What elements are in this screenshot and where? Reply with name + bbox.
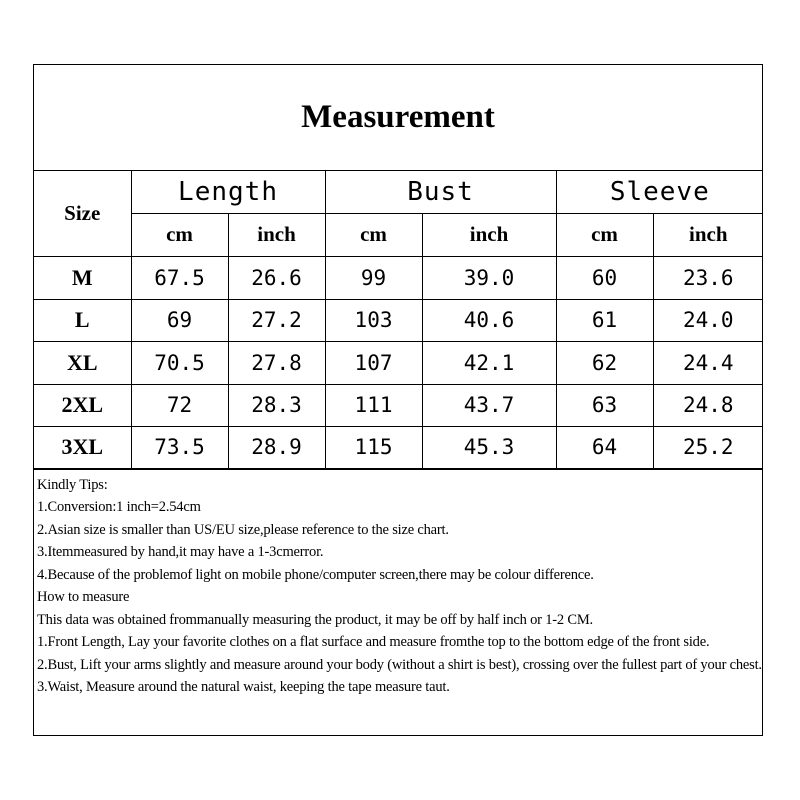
tips-line: 3.Itemmeasured by hand,it may have a 1-3cmerror. (37, 544, 324, 560)
bust-cm: 107 (325, 341, 422, 384)
tips-section (34, 469, 762, 699)
sleeve-header: Sleeve (556, 171, 763, 213)
unit-header: cm (325, 213, 422, 256)
unit-header: inch (653, 213, 763, 256)
length-cm: 69 (131, 299, 228, 341)
sleeve-cm: 61 (556, 299, 653, 341)
table-row (34, 256, 763, 299)
sleeve-inch: 24.4 (653, 341, 763, 384)
unit-header: inch (228, 213, 325, 256)
sleeve-inch: 25.2 (653, 426, 763, 468)
size-label: M (34, 256, 131, 299)
tips-line: Kindly Tips: (37, 476, 108, 493)
unit-header: inch (422, 213, 556, 256)
bust-inch: 43.7 (422, 384, 556, 426)
tips-line: 2.Bust, Lift your arms slightly and measure around your body (without a shirt is best), crossing over the fullest part of your chest. (37, 656, 762, 673)
tips-line: 3.Waist, Measure around the natural waist, keeping the tape measure taut. (37, 679, 450, 695)
bust-cm: 99 (325, 256, 422, 299)
tips-line: How to measure (37, 589, 130, 605)
size-label: L (34, 299, 131, 341)
length-header: Length (131, 171, 325, 213)
unit-header: cm (131, 213, 228, 256)
table-row (34, 299, 763, 341)
sleeve-cm: 60 (556, 256, 653, 299)
measurement-chart (33, 64, 763, 736)
size-label: 3XL (34, 426, 131, 468)
table-row (34, 384, 763, 426)
length-cm: 73.5 (131, 426, 228, 468)
title-box (34, 65, 762, 171)
size-table (34, 171, 763, 469)
bust-inch: 42.1 (422, 341, 556, 384)
tips-line: 2.Asian size is smaller than US/EU size,please reference to the size chart. (37, 521, 449, 538)
size-header: Size (34, 171, 131, 256)
size-label: 2XL (34, 384, 131, 426)
bust-inch: 39.0 (422, 256, 556, 299)
tips-line: This data was obtained frommanually measuring the product, it may be off by half inch or 1-2 CM. (37, 611, 593, 628)
length-cm: 67.5 (131, 256, 228, 299)
length-inch: 27.2 (228, 299, 325, 341)
tips-line: 1.Front Length, Lay your favorite clothes on a flat surface and measure fromthe top to the bottom edge of the front side. (37, 634, 710, 650)
unit-header: cm (556, 213, 653, 256)
sleeve-inch: 23.6 (653, 256, 763, 299)
sleeve-cm: 63 (556, 384, 653, 426)
length-cm: 70.5 (131, 341, 228, 384)
length-inch: 26.6 (228, 256, 325, 299)
sleeve-cm: 62 (556, 341, 653, 384)
bust-cm: 103 (325, 299, 422, 341)
bust-inch: 45.3 (422, 426, 556, 468)
unit-header-row (34, 213, 763, 256)
length-inch: 28.9 (228, 426, 325, 468)
table-row (34, 426, 763, 468)
tips-line: 1.Conversion:1 inch=2.54cm (37, 499, 201, 515)
tips-line: 4.Because of the problemof light on mobile phone/computer screen,there may be colour difference. (37, 566, 594, 583)
bust-cm: 115 (325, 426, 422, 468)
length-cm: 72 (131, 384, 228, 426)
bust-cm: 111 (325, 384, 422, 426)
group-header-row (34, 171, 763, 213)
size-label: XL (34, 341, 131, 384)
length-inch: 27.8 (228, 341, 325, 384)
sleeve-inch: 24.8 (653, 384, 763, 426)
sleeve-inch: 24.0 (653, 299, 763, 341)
page-title: Measurement (301, 99, 495, 135)
length-inch: 28.3 (228, 384, 325, 426)
table-row (34, 341, 763, 384)
sleeve-cm: 64 (556, 426, 653, 468)
bust-inch: 40.6 (422, 299, 556, 341)
bust-header: Bust (325, 171, 556, 213)
